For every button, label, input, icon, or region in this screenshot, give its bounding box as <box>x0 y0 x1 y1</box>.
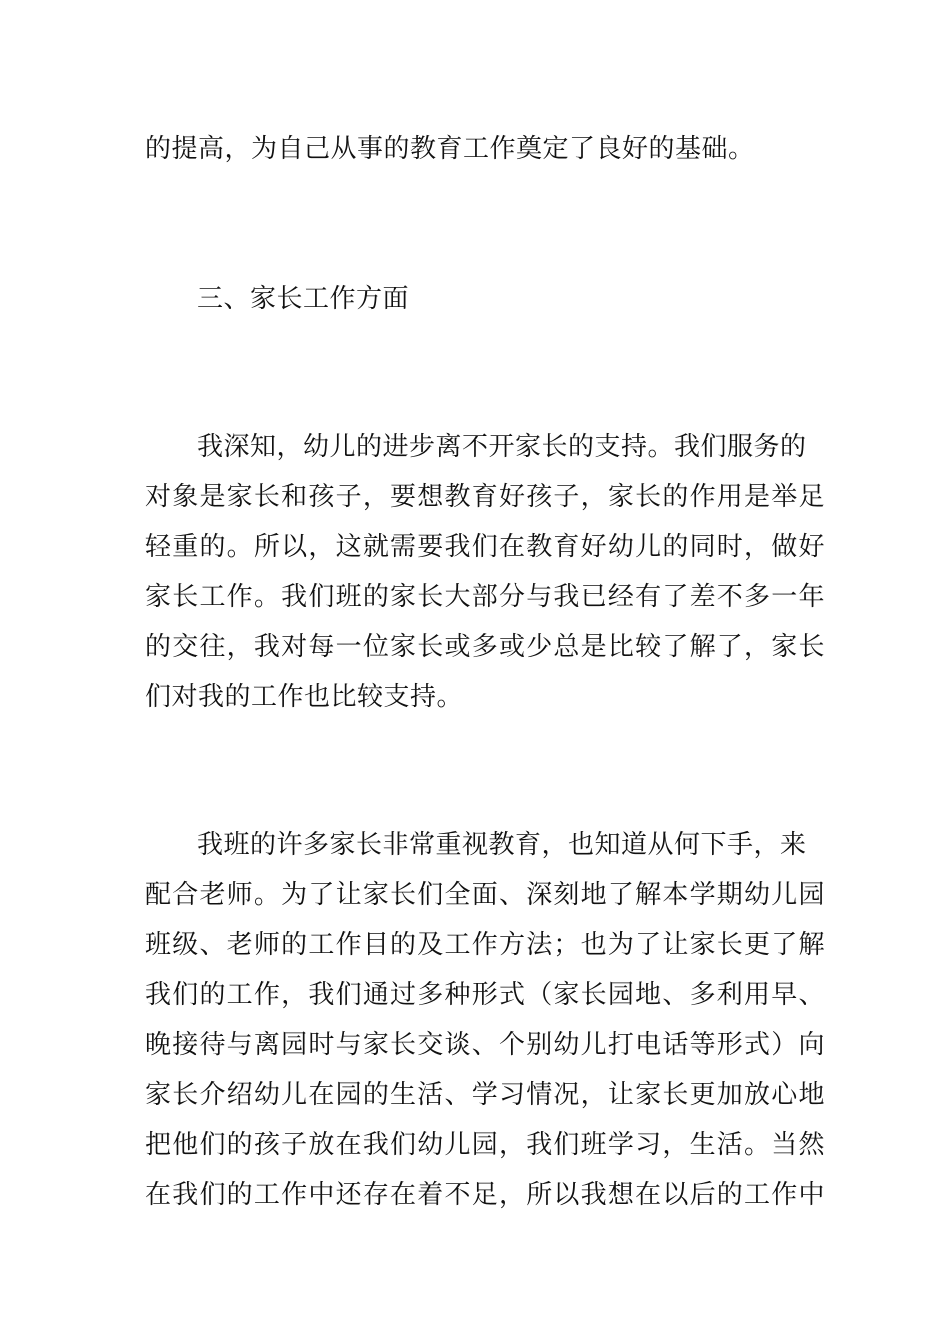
paragraph-line: 们对我的工作也比较支持。 <box>145 682 464 712</box>
paragraph-line: 我深知，幼儿的进步离不开家长的支持。我们服务的 <box>197 432 807 462</box>
paragraph-line: 对象是家长和孩子，要想教育好孩子，家长的作用是举足 <box>145 482 825 512</box>
paragraph-carryover-line: 的提高，为自己从事的教育工作奠定了良好的基础。 <box>145 134 755 164</box>
paragraph-line: 的交往，我对每一位家长或多或少总是比较了解了，家长 <box>145 632 825 662</box>
section-heading: 三、家长工作方面 <box>197 284 410 314</box>
paragraph-line: 班级、老师的工作目的及工作方法；也为了让家长更了解 <box>145 930 825 960</box>
paragraph-line: 我们的工作，我们通过多种形式（家长园地、多利用早、 <box>145 980 825 1010</box>
paragraph-line: 家长工作。我们班的家长大部分与我已经有了差不多一年 <box>145 582 825 612</box>
paragraph-line: 把他们的孩子放在我们幼儿园，我们班学习，生活。当然 <box>145 1130 825 1160</box>
paragraph-line: 在我们的工作中还存在着不足，所以我想在以后的工作中 <box>145 1180 825 1210</box>
paragraph-line: 家长介绍幼儿在园的生活、学习情况，让家长更加放心地 <box>145 1080 825 1110</box>
paragraph-line: 轻重的。所以，这就需要我们在教育好幼儿的同时，做好 <box>145 532 825 562</box>
paragraph-line: 我班的许多家长非常重视教育，也知道从何下手，来 <box>197 830 807 860</box>
paragraph-line: 配合老师。为了让家长们全面、深刻地了解本学期幼儿园 <box>145 880 825 910</box>
paragraph-line: 晚接待与离园时与家长交谈、个别幼儿打电话等形式）向 <box>145 1030 825 1060</box>
